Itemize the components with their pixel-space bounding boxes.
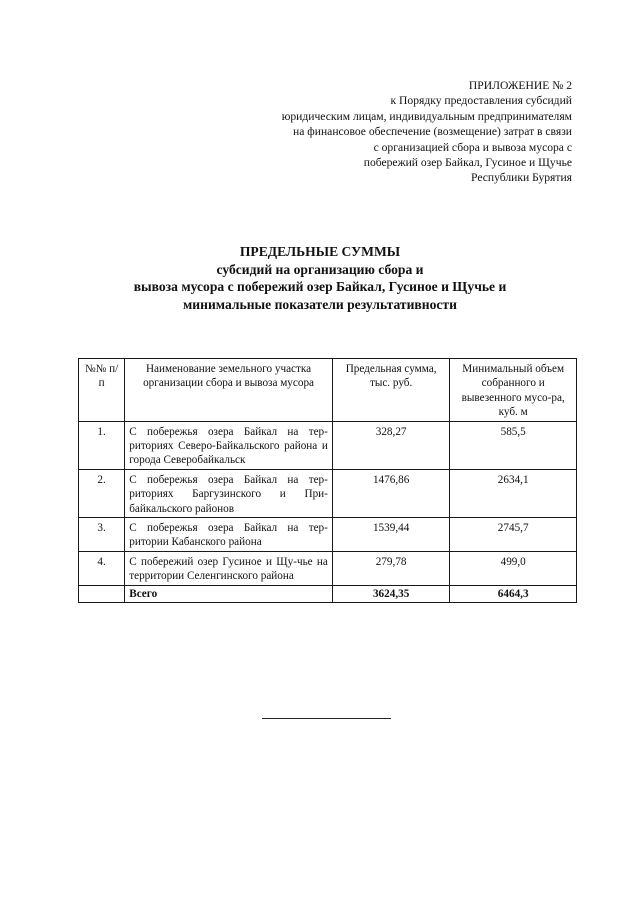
table-row	[79, 421, 577, 469]
row-name: С побережья озера Байкал на тер-риториях Северо-Байкальского района и города Северобайкальск	[125, 421, 333, 469]
end-divider-line	[262, 718, 391, 719]
document-title	[0, 243, 640, 313]
row-volume: 2745,7	[450, 518, 577, 552]
row-sum: 1476,86	[332, 469, 449, 517]
header-name: Наименование земельного участка организации сбора и вывоза мусора	[125, 359, 333, 422]
total-num	[79, 585, 125, 602]
row-num: 4.	[79, 551, 125, 585]
row-sum: 1539,44	[332, 518, 449, 552]
table-total-row	[79, 585, 577, 602]
table-row	[79, 518, 577, 552]
appendix-line: на финансовое обеспечение (возмещение) затрат в связи	[293, 125, 572, 139]
appendix-line: ПРИЛОЖЕНИЕ № 2	[468, 79, 572, 92]
table-row	[79, 551, 577, 585]
table-row	[79, 469, 577, 517]
total-volume: 6464,3	[450, 585, 577, 602]
title-line: ПРЕДЕЛЬНЫЕ СУММЫ	[239, 244, 401, 259]
appendix-header	[282, 78, 572, 186]
title-line: вывоза мусора с побережий озер Байкал, Гусиное и Щучье и	[133, 279, 507, 295]
appendix-line: побережий озер Байкал, Гусиное и Щучье	[363, 156, 572, 170]
appendix-line: к Порядку предоставления субсидий	[390, 94, 572, 108]
appendix-line: с организацией сбора и вывоза мусора с	[373, 140, 572, 154]
header-volume: Минимальный объем собранного и вывезенного мусо-ра, куб. м	[450, 359, 577, 422]
table-header-row	[79, 359, 577, 422]
row-name: С побережья озера Байкал на тер-ритории Кабанского района	[125, 518, 333, 552]
row-num: 3.	[79, 518, 125, 552]
total-sum: 3624,35	[332, 585, 449, 602]
header-num: №№ п/п	[79, 359, 125, 422]
subsidy-table	[78, 358, 577, 603]
row-name: С побережья озера Байкал на тер-риториях Баргузинского и При-байкальского районов	[125, 469, 333, 517]
row-num: 2.	[79, 469, 125, 517]
row-volume: 585,5	[450, 421, 577, 469]
row-name: С побережий озер Гусиное и Щу-чье на территории Селенгинского района	[125, 551, 333, 585]
row-sum: 328,27	[332, 421, 449, 469]
row-num: 1.	[79, 421, 125, 469]
header-sum: Предельная сумма, тыс. руб.	[332, 359, 449, 422]
row-sum: 279,78	[332, 551, 449, 585]
title-line: минимальные показатели результативности	[183, 296, 457, 312]
appendix-line: юридическим лицам, индивидуальным предпринимателям	[281, 109, 572, 123]
row-volume: 2634,1	[450, 469, 577, 517]
row-volume: 499,0	[450, 551, 577, 585]
total-label: Всего	[125, 585, 333, 602]
title-line: субсидий на организацию сбора и	[216, 261, 424, 277]
appendix-line: Республики Бурятия	[471, 171, 572, 185]
